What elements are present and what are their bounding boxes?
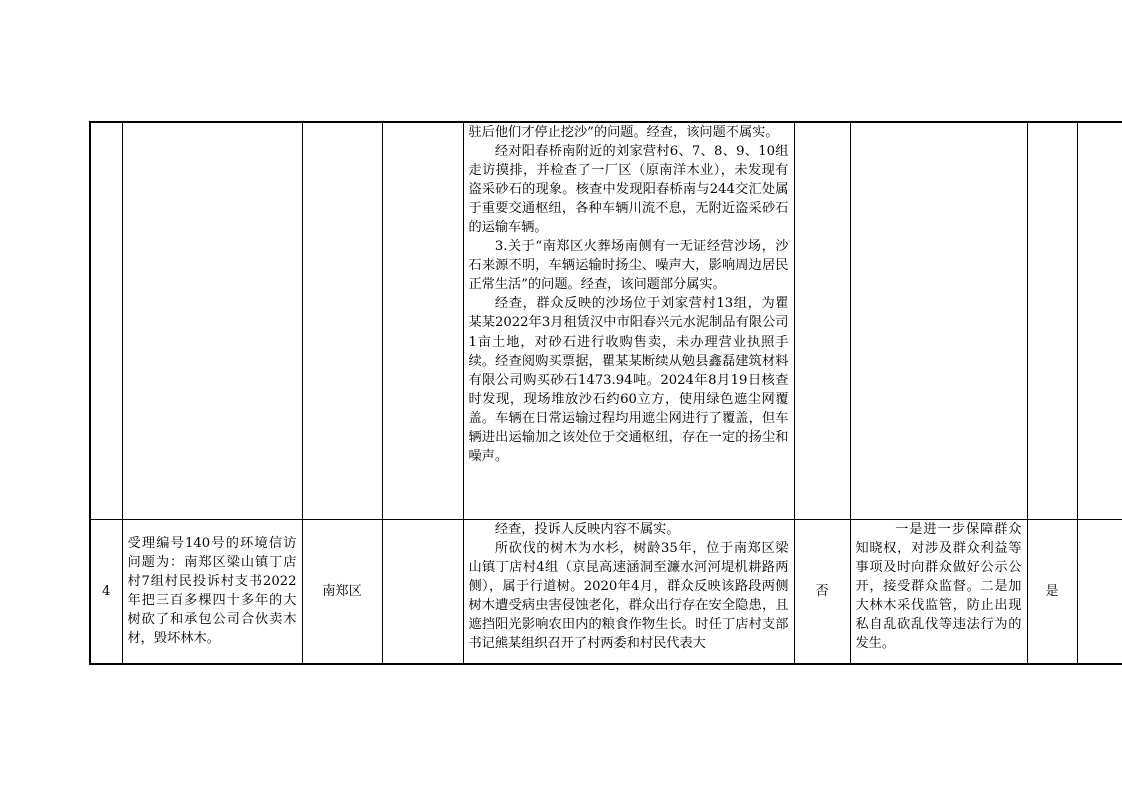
findings-paragraph: 经对阳春桥南附近的刘家营村6、7、8、9、10组走访摸排，并检查了一厂区（原南洋木业），未发现有盗采砂石的现象。核查中发现阳春桥南与244交汇处属于重要交通枢纽，各种车辆川流不息，无附近盗采砂石的运输车辆。 — [468, 144, 789, 236]
cell-empty — [382, 122, 463, 519]
cell-resolved: 是 — [1027, 519, 1077, 664]
cell-complaint — [122, 519, 302, 664]
findings-paragraph: 经查，投诉人反映内容不属实。 — [494, 521, 680, 537]
document-table — [89, 121, 1122, 665]
complaint-text: 受理编号140号的环境信访问题为：南郑区梁山镇丁店村7组村民投诉村支书2022年把三百多棵四十多年的大树砍了和承包公司合伙卖木材，毁坏林木。 — [127, 536, 297, 647]
cell-findings — [463, 122, 794, 519]
table-row — [90, 122, 1122, 519]
findings-paragraph: 驻后他们才停止挖沙”的问题。经查，该问题不属实。 — [468, 125, 779, 140]
cell-remark — [1077, 519, 1122, 664]
findings-paragraph: 3.关于“南郑区火葬场南侧有一无证经营沙场，沙石来源不明，车辆运输时扬尘、噪声大，影响周边居民正常生活”的问题。经查，该问题部分属实。 — [468, 239, 789, 293]
cell-empty — [382, 519, 463, 664]
cell-measures — [850, 122, 1027, 519]
cell-district: 南郑区 — [302, 519, 382, 664]
findings-paragraph: 所砍伐的树木为水杉，树龄35年，位于南郑区梁山镇丁店村4组（京昆高速涵洞至濂水河河堤机耕路两侧），属于行道树。2020年4月，群众反映该路段两侧树木遭受病虫害侵蚀老化，群众出行存在安全隐患，且遮挡阳光影响农田内的粮食作物生长。时任丁店村支部书记熊某组织召开了村两委和村民代表大 — [468, 540, 789, 651]
cell-findings — [463, 519, 794, 664]
cell-complaint — [122, 122, 302, 519]
cell-is-true: 否 — [794, 519, 850, 664]
cell-is-true — [794, 122, 850, 519]
measures-text: 一是进一步保障群众知晓权，对涉及群众利益等事项及时向群众做好公示公开，接受群众监督。二是加大林木采伐监管，防止出现私自乱砍乱伐等违法行为的发生。 — [855, 521, 1022, 651]
cell-resolved — [1027, 122, 1077, 519]
cell-number: 4 — [90, 519, 122, 664]
table-row — [90, 519, 1122, 664]
findings-paragraph: 经查，群众反映的沙场位于刘家营村13组，为瞿某某2022年3月租赁汉中市阳春兴元水泥制品有限公司1亩土地，对砂石进行收购售卖，未办理营业执照手续。经查阅购买票据，瞿某某断续从勉县鑫磊建筑材料有限公司购买砂石1473.94吨。2024年8月19日核查时发现，现场堆放沙石约60立方，使用绿色遮尘网覆盖。车辆在日常运输过程均用遮尘网进行了覆盖，但车辆进出运输加之该处位于交通枢纽，存在一定的扬尘和噪声。 — [468, 296, 789, 464]
cell-number — [90, 122, 122, 519]
cell-district — [302, 122, 382, 519]
cell-remark — [1077, 122, 1122, 519]
cell-measures — [850, 519, 1027, 664]
